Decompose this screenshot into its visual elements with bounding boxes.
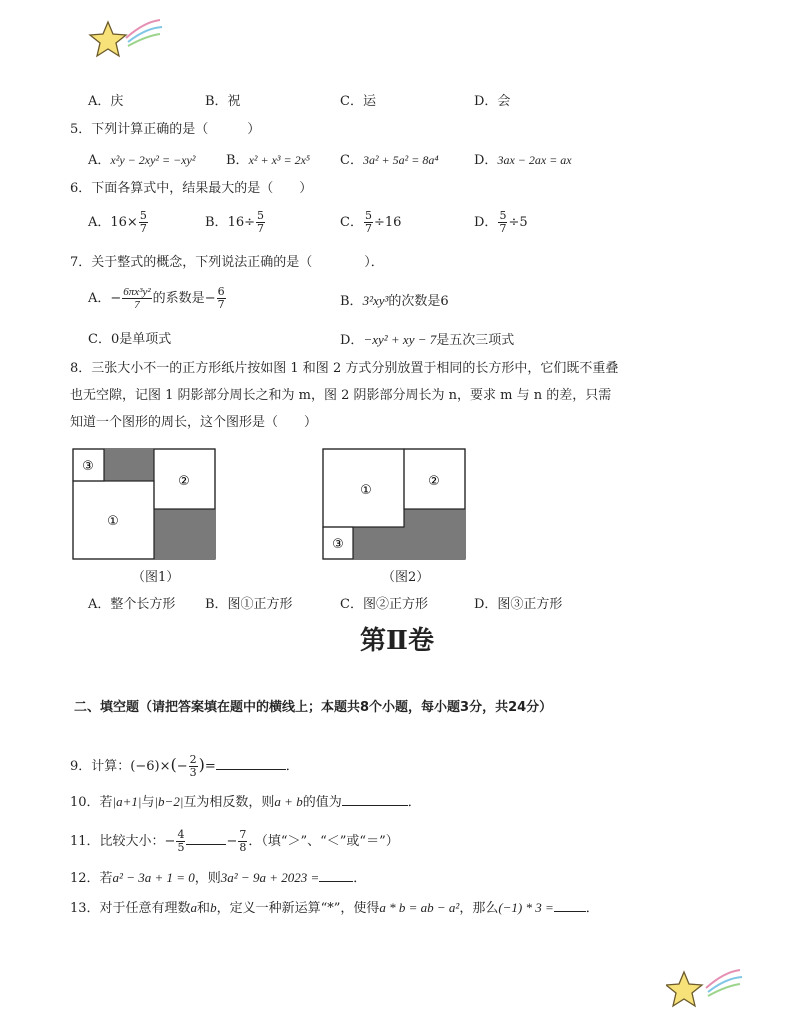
q8-stem-line3: 知道一个图形的周长，这个图形是（ ） [70,415,318,430]
fraction: $\frac{5}{7}$ [499,209,507,235]
fraction: $\frac{7}{8}$ [239,828,247,854]
q6-option-c: C． $\frac{5}{7}$ ÷16 [340,209,402,235]
fraction: $\frac{6}{7}$ [217,285,225,311]
q8-option-b: B．图①正方形 [205,597,293,612]
figure-1 [72,448,220,562]
fig1-caption: （图1） [132,570,180,585]
answer-blank[interactable] [319,869,353,882]
fig2-label-3: ③ [332,537,344,552]
q8-stem-line2: 也无空隙，记图 1 阴影部分周长之和为 m，图 2 阴影部分周长为 n，要求 m 与 n 的差，只需 [70,388,612,403]
q9: 9．计算：(−6)×(− $\frac{2}{3}$ )= ． [70,753,299,779]
q13: 13．对于任意有理数a和b，定义一种新运算“*”，使得a * b = ab − a²，那么(−1) * 3 = ． [70,900,599,916]
fraction: $\frac{\text{6πx³y²}}{7}$ [123,286,151,311]
fraction: $\frac{4}{5}$ [177,828,185,854]
q6-stem: 6．下面各算式中，结果最大的是（ ） [70,181,313,196]
fraction: $\frac{5}{7}$ [364,209,372,235]
q8-option-a: A．整个长方形 [88,597,176,612]
fig2-label-1: ① [360,483,372,498]
fraction: $\frac{5}{7}$ [257,209,264,235]
q7-option-b: B．3²xy³的次数是6 [340,293,449,309]
q4-option-d: D．会 [474,94,511,109]
q5-stem: 5．下列计算正确的是（ ） [70,122,261,137]
q6-option-d: D． $\frac{5}{7}$ ÷5 [474,209,528,235]
part-2-title: 第Ⅱ卷 [360,626,434,656]
q5-option-d: D．3ax − 2ax = ax [474,153,572,168]
q11: 11．比较大小：− $\frac{4}{5}$ − $\frac{7}{8}$ ．（填“＞”、“＜”或“＝”） [70,828,399,854]
answer-blank[interactable] [342,793,408,806]
q6-option-a: A．16× $\frac{5}{7}$ [88,209,147,235]
shooting-star-icon [86,14,166,60]
section-2-heading: 二、填空题（请把答案填在题中的横线上；本题共8个小题，每小题3分，共24分） [74,700,553,715]
fig1-label-2: ② [178,474,190,489]
q12: 12．若a² − 3a + 1 = 0，则3a² − 9a + 2023 = ． [70,870,367,886]
q4-option-a: A．庆 [88,94,124,109]
fig1-label-1: ① [107,514,119,529]
answer-blank[interactable] [554,899,586,912]
q7-option-a: A．− $\frac{\text{6πx³y²}}{7}$ 的系数是− $\frac{6}{7}$ [88,285,225,311]
q4-option-c: C．运 [340,94,376,109]
fig1-label-3: ③ [82,459,94,474]
figure-2 [322,448,470,562]
q8-stem-line1: 8．三张大小不一的正方形纸片按如图 1 和图 2 方式分别放置于相同的长方形中，它们既不重叠 [70,361,619,376]
q10: 10．若|a+1|与|b−2|互为相反数，则a + b的值为 ． [70,794,421,810]
answer-blank[interactable] [186,832,226,845]
q4-option-b: B．祝 [205,94,241,109]
fig2-caption: （图2） [382,570,430,585]
q5-option-c: C．3a² + 5a² = 8a⁴ [340,153,439,168]
q6-option-b: B．16÷ $\frac{5}{7}$ [205,209,264,235]
q8-option-d: D．图③正方形 [474,597,563,612]
fig1-shade-bottom [154,509,215,559]
q7-stem: 7．关于整式的概念，下列说法正确的是（ ）． [70,255,384,270]
fig2-label-2: ② [428,474,440,489]
fraction: $\frac{2}{3}$ [189,753,197,779]
q7-option-d: D．−xy² + xy − 7是五次三项式 [340,332,515,348]
q8-option-c: C．图②正方形 [340,597,428,612]
fig1-shade-top [104,449,154,481]
answer-blank[interactable] [216,757,286,770]
q7-option-c: C．0是单项式 [88,332,172,347]
shooting-star-icon-bottom [666,964,746,1010]
fraction: $\frac{5}{7}$ [139,209,147,235]
q5-option-a: A．x²y − 2xy² = −xy² [88,153,196,168]
q5-option-b: B．x² + x³ = 2x⁵ [226,153,311,168]
